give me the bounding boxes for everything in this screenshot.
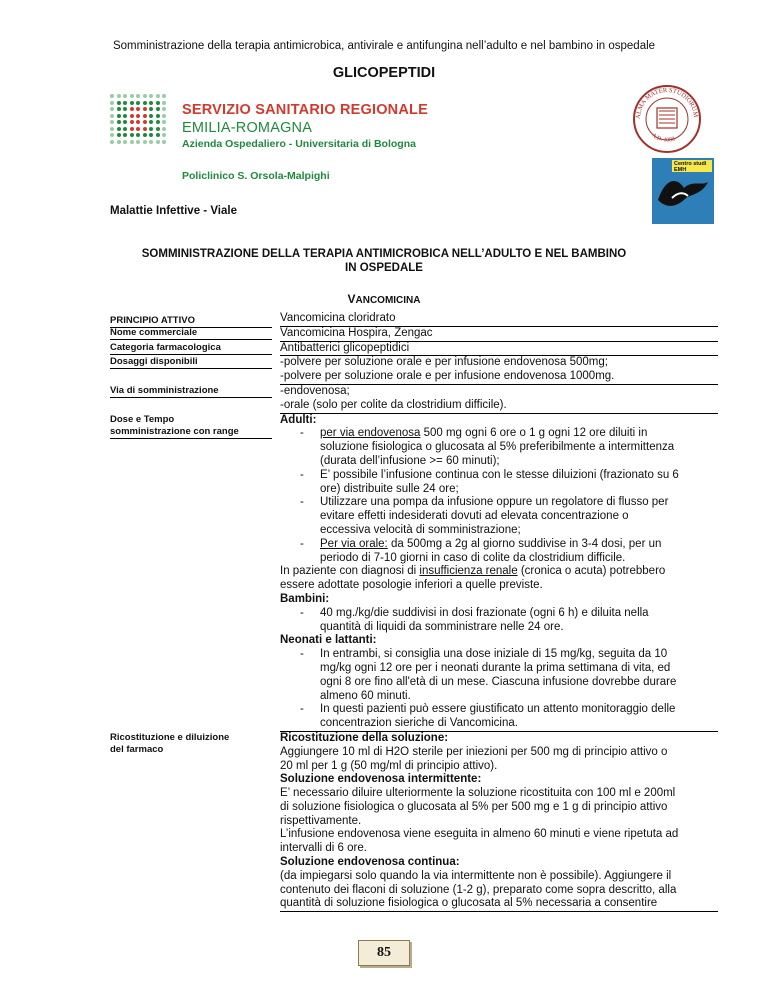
logo-dot [143, 133, 147, 137]
ric-p4-line3: quantità di soluzione fisiologica o glucosata al 5% necessaria a consentire [280, 897, 658, 910]
ric-p1-line2: 20 ml per 1 g (50 mg/ml di principio attivo). [280, 759, 498, 772]
logo-dot [123, 140, 127, 144]
logo-dot [130, 101, 134, 105]
heading-continua: Soluzione endovenosa continua: [280, 856, 460, 869]
logo-dot [149, 94, 153, 98]
b1-line2: quantità di liquidi da somministrare nelle 24 ore. [320, 620, 564, 633]
logo-dot [130, 133, 134, 137]
row-ricostituzione [110, 731, 718, 912]
a4-underline: Per via orale: [320, 537, 388, 550]
label-categoria: Categoria farmacologica [110, 341, 272, 355]
logo-dot [117, 140, 121, 144]
label-ricostituzione [110, 731, 272, 756]
n1-line4: almeno 60 minuti. [320, 689, 411, 702]
heading-intermittente: Soluzione endovenosa intermittente: [280, 773, 482, 786]
main-title-line1: SOMMINISTRAZIONE DELLA TERAPIA ANTIMICROBICA NELL’ADULTO E NEL BAMBINO [141, 248, 627, 260]
logo-dot [156, 94, 160, 98]
via-line2: -orale (solo per colite da clostridium difficile). [280, 398, 507, 411]
logo-dot [123, 94, 127, 98]
logo-dot [123, 114, 127, 118]
logo-dot [162, 94, 166, 98]
logo-dot [156, 101, 160, 105]
logo-dot [149, 133, 153, 137]
logo-dot [156, 133, 160, 137]
logo-dot [156, 107, 160, 111]
logo-dot [123, 133, 127, 137]
logo-dot [149, 107, 153, 111]
page-number: 85 [377, 945, 391, 960]
ric-p3-line1: L’infusione endovenosa viene eseguita in almeno 60 minuti e viene ripetuta ad [280, 828, 679, 841]
logo-dot [123, 101, 127, 105]
dosaggi-line1: -polvere per soluzione orale e per infusione endovenosa 500mg; [280, 356, 608, 369]
ric-p2-line3: rispettivamente. [280, 814, 362, 827]
logo-dot [162, 127, 166, 131]
logo-dot [156, 127, 160, 131]
list-item: - In entrambi, si consiglia una dose iniziale di 15 mg/kg, seguita da 10 mg/kg ogni 12 ore per i neonati durante la prima settimana di vita, ed ogni 8 ore fino all'età di un mese. Ciascuna infusione dovrebbe durare almeno 60 minuti. [300, 648, 677, 702]
logo-line4: Policlinico S. Orsola-Malpighi [182, 170, 330, 182]
label-ric-line2: del farmaco [110, 743, 164, 755]
logo-dot [162, 120, 166, 124]
running-head: Somministrazione della terapia antimicrobica, antivirale e antifungina nell’adulto e nel bambino in ospedale [112, 40, 656, 52]
label-dose-line2: somministrazione con range [110, 425, 239, 437]
label-dosaggi: Dosaggi disponibili [110, 355, 272, 369]
department: Malattie Infettive - Viale [110, 205, 237, 217]
list-item: - 40 mg./kg/die suddivisi in dosi frazionate (ogni 6 h) e diluita nella quantità di liquidi da somministrare nelle 24 ore. [300, 606, 649, 633]
n2-line2: concentrazion sieriche di Vancomicina. [320, 717, 518, 730]
a1-rest: 500 mg ogni 6 ore o 1 g ogni 12 ore diluiti in [420, 427, 648, 440]
row-nome [110, 326, 718, 341]
logo-dot [117, 94, 121, 98]
logo-dot [110, 114, 114, 118]
a1-line3: (durata dell’infusione >= 60 minuti); [320, 454, 500, 467]
logo-dot [149, 114, 153, 118]
value-nome: Vancomicina Hospira, Zengac [280, 326, 718, 341]
n1-line2: mg/kg ogni 12 ore per i neonati durante la prima settimana di vita, ed [320, 661, 671, 674]
logo-dot [130, 114, 134, 118]
a3-line2: evitare effetti indesiderati dovuti ad elevata concentrazione o [320, 510, 629, 523]
logo-dot [123, 127, 127, 131]
logo-dot [110, 107, 114, 111]
renal-line2: essere adottate posologie inferiori a quelle previste. [280, 579, 543, 592]
section-title: GLICOPEPTIDI [332, 65, 436, 81]
logo-dot [149, 101, 153, 105]
logo-dot [162, 114, 166, 118]
dosaggi-line2: -polvere per soluzione orale e per infusione endovenosa 1000mg. [280, 370, 615, 383]
label-nome: Nome commerciale [110, 326, 272, 340]
logo-dot [143, 140, 147, 144]
logo-dot [130, 127, 134, 131]
main-title [110, 247, 658, 275]
seal-text-bottom: A.D. 1088 [650, 132, 676, 144]
drug-rest: ANCOMICINA [355, 295, 421, 306]
logo-dot [110, 120, 114, 124]
renal-pre: In paziente con diagnosi di [280, 565, 420, 578]
emblem-label: Centro studi EMH [674, 161, 707, 173]
logo-dot [117, 107, 121, 111]
logo-dot [110, 133, 114, 137]
a4-line2: periodo di 7-10 giorni in caso di colite da clostridium difficile. [320, 551, 626, 564]
heading-ricostituzione: Ricostituzione della soluzione: [280, 731, 449, 744]
logo-dot [149, 120, 153, 124]
logo-dot [117, 127, 121, 131]
logo-dot [117, 120, 121, 124]
logo-dot [136, 120, 140, 124]
row-dose [110, 413, 718, 731]
value-dosaggi [280, 355, 718, 384]
ric-p3-line2: intervalli di 6 ore. [280, 842, 367, 855]
logo-dot [162, 133, 166, 137]
logo-dot [136, 114, 140, 118]
row-categoria [110, 341, 718, 356]
logo-line3: Azienda Ospedaliero - Universitaria di Bologna [182, 138, 416, 150]
heading-bambini: Bambini: [280, 592, 330, 605]
value-principio: Vancomicina cloridrato [280, 312, 396, 324]
logo-dot [143, 101, 147, 105]
logo-dot [162, 107, 166, 111]
logo-line1: SERVIZIO SANITARIO REGIONALE [182, 102, 428, 118]
logo-dot [123, 120, 127, 124]
label-dose-line1: Dose e Tempo [110, 413, 175, 425]
renal-post: (cronica o acuta) potrebbero [517, 565, 666, 578]
renal-note [280, 565, 718, 593]
n1-line1: In entrambi, si consiglia una dose iniziale di 15 mg/kg, seguita da 10 [320, 648, 668, 661]
drug-name [0, 292, 768, 306]
logo-dot [143, 127, 147, 131]
logo-dot [143, 120, 147, 124]
logo-dot [110, 140, 114, 144]
logo-dot [162, 101, 166, 105]
drug-initial: V [347, 292, 356, 306]
logo-dot [117, 114, 121, 118]
logo-dot [156, 140, 160, 144]
ssr-logo [110, 92, 530, 202]
n1-line3: ogni 8 ore fino all'età di un mese. Ciascuna infusione dovrebbe durare [320, 675, 677, 688]
a4-rest: da 500mg a 2g al giorno suddivise in 3-4 dosi, per un [387, 537, 662, 550]
label-dose [110, 413, 272, 439]
value-categoria: Antibatterici glicopeptidici [280, 341, 718, 356]
logo-dot [110, 94, 114, 98]
list-item: - per via endovenosa 500 mg ogni 6 ore o 1 g ogni 12 ore diluiti in soluzione fisiologica o glucosata al 5% preferibilmente a intermittenza (durata dell’infusione >= 60 minuti); [300, 427, 675, 467]
a2-line1: E’ possibile l’infusione continua con le stesse diluizioni (frazionato su 6 [320, 468, 679, 481]
label-via: Via di somministrazione [110, 384, 272, 398]
logo-dot [136, 94, 140, 98]
logo-dot [130, 120, 134, 124]
a1-line2: soluzione fisiologica o glucosata al 5% preferibilmente a intermittenza [320, 441, 675, 454]
logo-dot [117, 101, 121, 105]
row-dosaggi [110, 355, 718, 384]
row-via [110, 384, 718, 413]
logo-dot [136, 140, 140, 144]
ric-p4-line1: (da impiegarsi solo quando la via intermittente non è possibile). Aggiungere il [280, 869, 672, 882]
logo-dot [136, 107, 140, 111]
logo-dot [117, 133, 121, 137]
main-title-line2: IN OSPEDALE [345, 262, 423, 274]
list-item: - In questi pazienti può essere giustificato un attento monitoraggio delle concentrazion sieriche di Vancomicina. [300, 703, 676, 730]
logo-dot [130, 94, 134, 98]
logo-dot [123, 107, 127, 111]
dots-logo-icon [110, 94, 170, 146]
page-number-box [358, 940, 410, 966]
drug-info-table [110, 312, 718, 912]
label-ric-line1: Ricostituzione e diluizione [110, 731, 230, 743]
logo-dot [130, 140, 134, 144]
label-principio: PRINCIPIO ATTIVO [110, 314, 272, 328]
logo-dot [143, 94, 147, 98]
a2-line2: ore) distribuite sulle 24 ore; [320, 482, 459, 495]
heading-neonati: Neonati e lattanti: [280, 634, 377, 647]
research-center-emblem [652, 158, 714, 224]
logo-dot [143, 114, 147, 118]
logo-dot [136, 127, 140, 131]
logo-dot [156, 120, 160, 124]
b1-line1: 40 mg./kg/die suddivisi in dosi frazionate (ogni 6 h) e diluita nella [320, 606, 649, 619]
logo-dot [162, 140, 166, 144]
value-dose [280, 413, 718, 731]
ric-p1-line1: Aggiungere 10 ml di H2O sterile per iniezioni per 500 mg di principio attivo o [280, 745, 668, 758]
logo-dot [143, 107, 147, 111]
seal-text-top: ALMA MATER STUDIORUM [634, 86, 700, 120]
value-via [280, 384, 718, 413]
logo-line2: EMILIA-ROMAGNA [182, 120, 313, 136]
list-item: - Utilizzare una pompa da infusione oppure un regolatore di flusso per evitare effetti indesiderati dovuti ad elevata concentrazione o eccessiva velocità di somministrazione; [300, 496, 669, 536]
a1-underline: per via endovenosa [320, 427, 421, 440]
logo-dot [110, 127, 114, 131]
logo-dot [130, 107, 134, 111]
a3-line3: eccessiva velocità di somministrazione; [320, 523, 521, 536]
university-seal-icon [632, 84, 702, 154]
value-ricostituzione [280, 731, 718, 912]
logo-dot [149, 127, 153, 131]
n2-line1: In questi pazienti può essere giustificato un attento monitoraggio delle [320, 703, 676, 716]
ric-p2-line2: di soluzione fisiologica o glucosata al 5% per 500 mg e 1 g di principio attivo [280, 800, 668, 813]
ric-p4-line2: contenuto dei flaconi di soluzione (1-2 g), preparato come sopra descritto, alla [280, 883, 677, 896]
a3-line1: Utilizzare una pompa da infusione oppure un regolatore di flusso per [320, 496, 669, 509]
via-line1: -endovenosa; [280, 384, 350, 397]
logo-dot [136, 101, 140, 105]
heading-adulti: Adulti: [280, 413, 317, 426]
logo-dot [136, 133, 140, 137]
row-principio [110, 312, 718, 326]
renal-underline: insufficienza renale [419, 565, 518, 578]
logo-dot [156, 114, 160, 118]
list-item: - Per via orale: da 500mg a 2g al giorno suddivise in 3-4 dosi, per un periodo di 7-10 giorni in caso di colite da clostridium difficile. [300, 537, 662, 564]
ric-p2-line1: E’ necessario diluire ulteriormente la soluzione ricostituita con 100 ml e 200ml [280, 787, 676, 800]
logo-dot [110, 101, 114, 105]
logo-dot [149, 140, 153, 144]
list-item: - E’ possibile l’infusione continua con le stesse diluizioni (frazionato su 6 ore) distribuite sulle 24 ore; [300, 468, 679, 495]
